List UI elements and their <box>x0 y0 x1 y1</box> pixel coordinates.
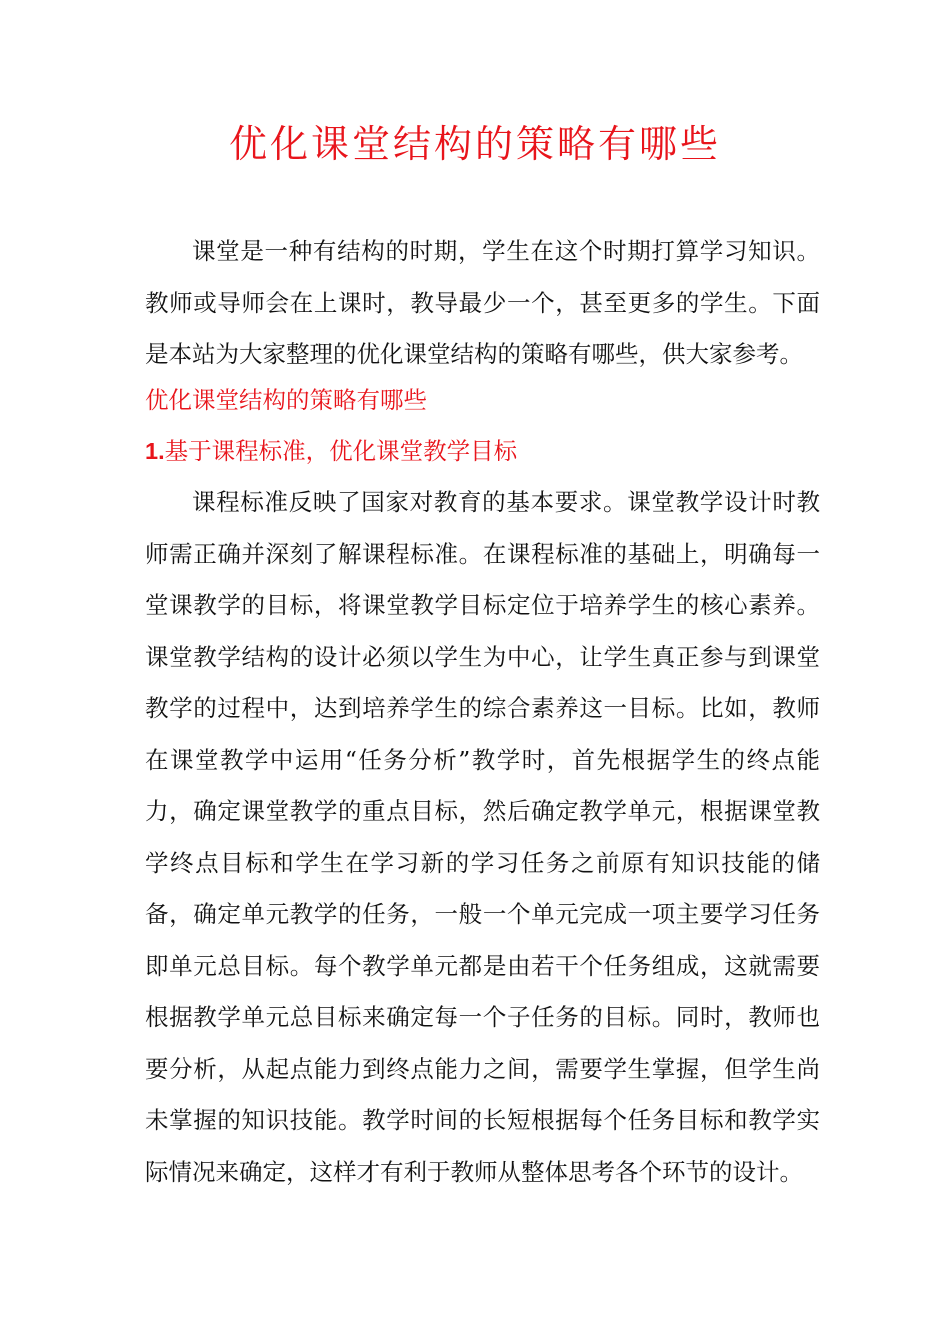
intro-paragraph: 课堂是一种有结构的时期，学生在这个时期打算学习知识。教师或导师会在上课时，教导最少一个，甚至更多的学生。下面是本站为大家整理的优化课堂结构的策略有哪些，供大家参考。 <box>145 237 820 368</box>
section-1-heading <box>145 426 845 478</box>
section-1-number: 1. <box>145 438 165 464</box>
section-1-paragraph: 课程标准反映了国家对教育的基本要求。课堂教学设计时教师需正确并深刻了解课程标准。在课程标准的基础上，明确每一堂课教学的目标，将课堂教学目标定位于培养学生的核心素养。课堂教学结构的设计必须以学生为中心，让学生真正参与到课堂教学的过程中，达到培养学生的综合素养这一目标。比如，教师在课堂教学中运用“任务分析”教学时，首先根据学生的终点能力，确定课堂教学的重点目标，然后确定教学单元，根据课堂教学终点目标和学生在学习新的学习任务之前原有知识技能的储备，确定单元教学的任务，一般一个单元完成一项主要学习任务即单元总目标。每个教学单元都是由若干个任务组成，这就需要根据教学单元总目标来确定每一个子任务的目标。同时，教师也要分析，从起点能力到终点能力之间，需要学生掌握，但学生尚未掌握的知识技能。教学时间的长短根据每个任务目标和教学实际情况来确定，这样才有利于教师从整体思考各个环节的设计。 <box>145 488 820 1186</box>
section-1-heading-text: 基于课程标准，优化课堂教学目标 <box>164 437 518 465</box>
document-title: 优化课堂结构的策略有哪些 <box>228 122 721 166</box>
section-subtitle: 优化课堂结构的策略有哪些 <box>145 386 427 414</box>
